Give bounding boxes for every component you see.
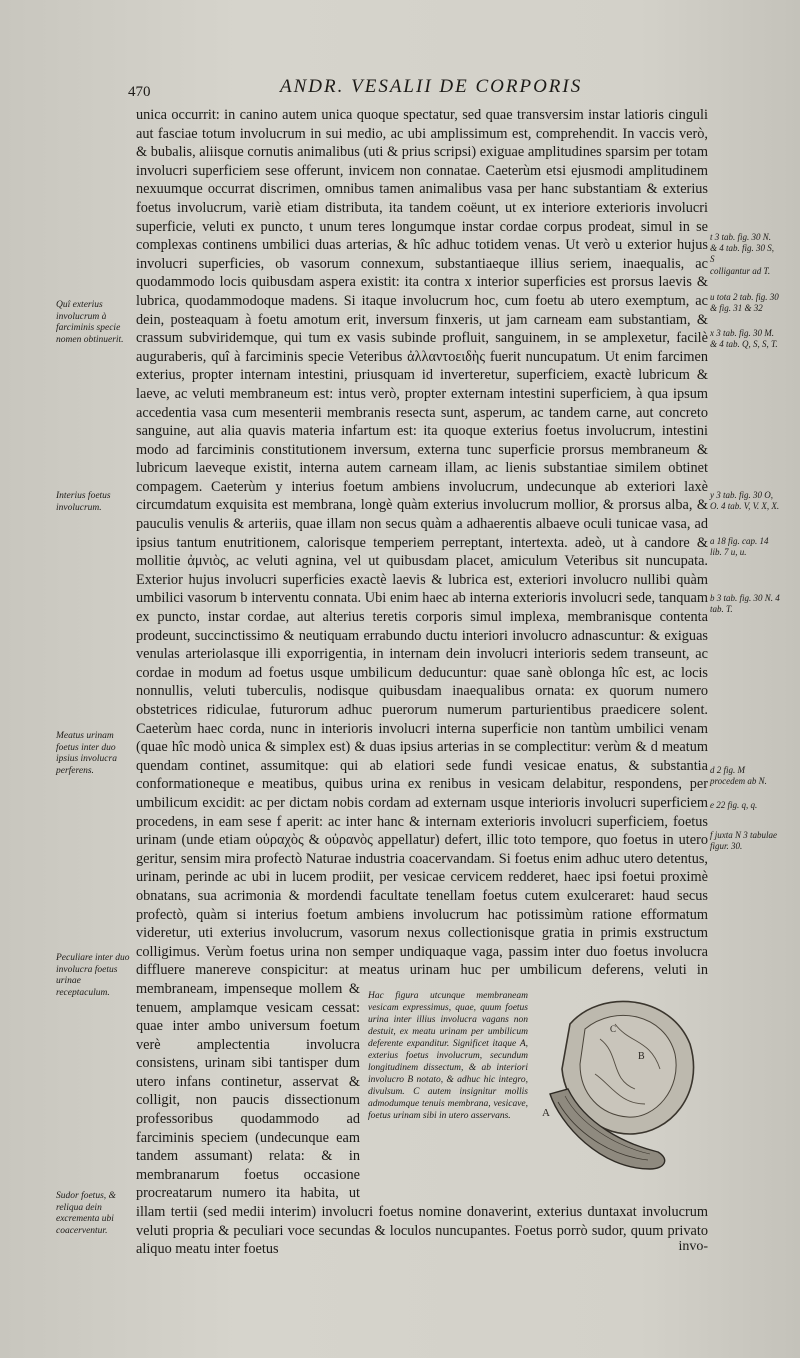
margin-note-left: Interius foetus involucrum.: [56, 491, 111, 513]
figure-label-a: A: [542, 1106, 550, 1119]
margin-note-right: colligantur ad T.: [710, 266, 771, 276]
margin-note-right: d 2 fig. M procedem ab N.: [710, 765, 767, 786]
margin-note-left: Sudor foetus, & reliqua dein excrementa ubi coacerventur.: [56, 1191, 116, 1236]
margin-note-right: f juxta N 3 tabulae figur. 30.: [710, 830, 777, 851]
page-header: [128, 76, 608, 104]
figure-label-c: C: [610, 1023, 617, 1034]
margin-note-right: a 18 fig. cap. 14 lib. 7 u, u.: [710, 536, 769, 557]
margin-note-right: e 22 fig. q, q.: [710, 800, 758, 810]
fetal-membranes-drawing: [542, 1001, 694, 1169]
margin-note-left: Quî exterius involucrum à farciminis specie nomen obtinuerit.: [56, 300, 124, 345]
figure-block: [368, 984, 708, 1184]
main-text-block: [136, 106, 708, 1259]
margin-note-right: t 3 tab. fig. 30 N. & 4 tab. fig. 30 S, S: [710, 232, 775, 264]
margin-note-right: b 3 tab. fig. 30 N. 4 tab. T.: [710, 593, 780, 614]
body-text-before-figure: unica occurrit: in canino autem unica quoque spectatur, sed quae transversim instar latioris cinguli aut fasciae totum involucrum in sui medio, ac ubi amplissimum est, comprehendit. In vaccis verò, & bubalis, aliisque cornutis animalibus (uti & prius scripsi) exiguae amplitudines sparsim per totam involucri superficiem sese offerunt, invicem non connatae. Caeterùm etsi ejusmodi amplitudinem nexuumque occurrat discrimen, omnibus tamen animalibus vasa per hanc substantiam & exterius foetus involucrum, variè etiam distributa, ita tandem coëunt, ut ex interiore exterioris involucri superficie, veluti ex puncto, t unum teres longumque instar cordae corpus prodeat, simul in se complexas continens umbilici duas arterias, & hîc adhuc totidem venas. Ut verò u exterior hujus involucri superficies, ob vasorum connexum, substantiaeque illius seriem, inaequalis, ac quodammodo locis quibusdam aspera existit: ita contra x interior superficies est prorsus laevis & lubrica, quodammodoque madens. Si itaque involucrum hoc, cum foetu ab utero exemptum, ac dein, posteaquam à foetu amotum erit, inversum finxeris, ut jam carneam eam substantiam, & crassum subviridemque, qui tum ex vasis subinde profluit, sanguinem, in se amplexetur, facilè auguraberis, quî à farciminis specie Veteribus ἀλλαντοειδὴς fuerit nuncupatum. Ut enim farcimen exterius, propter internam intestini, priusquam id inverteretur, superficiem, exactè lubricum & laeve, ac veluti membraneum est: intus verò, propter externam intestini superficiem, à qua ipsum accedentia vasa cum mesenterii membranis resecta sunt, asperum, ac tandem carne, aut concreto sanguine, aut alia quavis materia infartum est: ita quoque exterius foetus involucrum, intestini modo ad farciminis constitutionem inversum, externa tunc superficie prorsus membraneum & lubricum laeveque existit, interna autem carneam illam, ac lienis substantiae similem obtinet compagem. Caeterùm y interius foetum ambiens involucrum, undecunque ab exteriori laxè circumdatum exquisita est membrana, longè quàm exterius involucrum mollior, & prorsus alba, & pauculis venulis & arteriis, quae illam non secus quàm a adhaerentis albaeve oculi tunicae vasa, ad ipsius tantum enutritionem, calorisque temperiem perreptant, intertexta. adeò, ut à candore & mollitie ἀμνιὸς, ac veluti agnina, vel ut quibusdam placet, amiculum Veteribus sit nuncupata. Exterior hujus involucri superficies exactè laevis & lubrica est, exteriori involucro nullibi quàm umbilici vasorum b interventu connata. Ubi enim haec ab interna exterioris involucri sede, tanquam ex puncto, instar cordae, aut alterius teretis corporis simul implexa, membranisque contenta prodeunt, succinctissimo & neutiquam errabundo ductu interiori involucro adnascuntur: & exiguas venulas arteriolasque illi exporrigentia, in internam dein involucri interioris sedem transeunt, ac cordae in modum ad foetus usque umbilicum deducuntur: quae sanè oblonga hîc est, ac locis nonnullis, veluti tuberculis, nodisque quibusdam inaequalibus ornata: ex quorum numero obstetrices ridiculae, futurorum adhuc puerorum numerum parturientibus praedicere solent. Caeterùm haec corda, nunc in interioris involucri interna superficie non tantùm umbilici venam (quae hîc modò unica & simplex est) & duas ipsius arterias in se complectitur: verùm & d meatum quendam continet, assumitque: qui ab elatiori sede fundi vesicae enatus, & substantia conformationeque e meatibus, quibus urina ex renibus in vesicam delabitur, respondens, per umbilicum excidit: ac per dictam nobis cordam ad externam usque interioris involucri superficiem procedens, in eam sese f aperit: ac inter hanc & internam exterioris involucri superficiem, foetus urinam (unde etiam οὐραχὸς & οὐρανὸς appellatur) defert, illic toto tempore, quo foetus in utero geritur, sensim mira profectò Naturae industria coacervandam. Si foetus enim adhuc utero detentus, urinam, perinde ac ubi in lucem prodiit, per vesicae cervicem redderet, haec ipsi foetui proximè obnatans, sua acrimonia & mordendi facultate tenellam foetus cutem exulceraret: haud secus profectò, quàm si interius foetum ambiens involucrum hac potissimùm ratione efformatum videretur, uti exterius involucrum, vasorum nexus collectionisque gratia in primis exstructum colligimus. Verùm foetus urina non semper undiquaque vaga, passim inter duo foetus involucra diffluere manereve conspicitur: at meatus urinam huc per umbilicum deferens, veluti in membraneam, impenseque: [136, 107, 708, 997]
catchword: invo-: [678, 1239, 708, 1254]
figure-caption: Hac figura utcunque membraneam vesicam expressimus, quae, quum foetus urina inter illius involucra vagans non destuit, ex meatu urinam per umbilicum deferente expanditur. Significet itaque A, exterius foetus involucrum, secundum longitudinem dissectum, & ab interiori involucro B notato, & adhuc hic integro, divulsum. C autem insignitur mollis admodumque tenuis membrana, vesicave, foetus urinam sibi in utero asservans.: [368, 990, 528, 1121]
figure-label-b: B: [638, 1050, 645, 1062]
margin-note-left: Peculiare inter duo involucra foetus urinae receptaculum.: [56, 953, 130, 998]
anatomical-figure-illustration: [540, 984, 708, 1184]
margin-note-left: Meatus urinam foetus inter duo ipsius involucra perferens.: [56, 731, 117, 776]
body-text-after-figure: mollem & tenuem, amplamque vesicam cessat: quae inter ambo universum foetum verè amplectentia involucra consistens, urinam sibi tantisper dum utero infans continetur, asservat & colligit, non paucis dissectionum professoribus quodammodo ad farciminis speciem (undecunque eam tandem assumant) relata: & in membranarum foetus occasione procreatarum numero ita habita, ut illam tertii (sed medii interim) involucri foetus nomine donaverint, exterius duntaxat involucrum veluti propria & peculiari voce secundas & loculos nuncupantes. Foetus porrò sudor, quum privato aliquo meatu inter foetus: [136, 980, 708, 1258]
margin-note-right: x 3 tab. fig. 30 M. & 4 tab. Q, S, S, T.: [710, 328, 778, 349]
margin-note-right: y 3 tab. fig. 30 O, O. 4 tab. V, V. X, X.: [710, 490, 780, 511]
body-paragraph: [136, 106, 708, 1259]
page-number: 470: [128, 84, 151, 100]
margin-note-right: u tota 2 tab. fig. 30 & fig. 31 & 32: [710, 292, 779, 313]
running-head: ANDR. VESALII DE CORPORIS: [280, 76, 583, 97]
